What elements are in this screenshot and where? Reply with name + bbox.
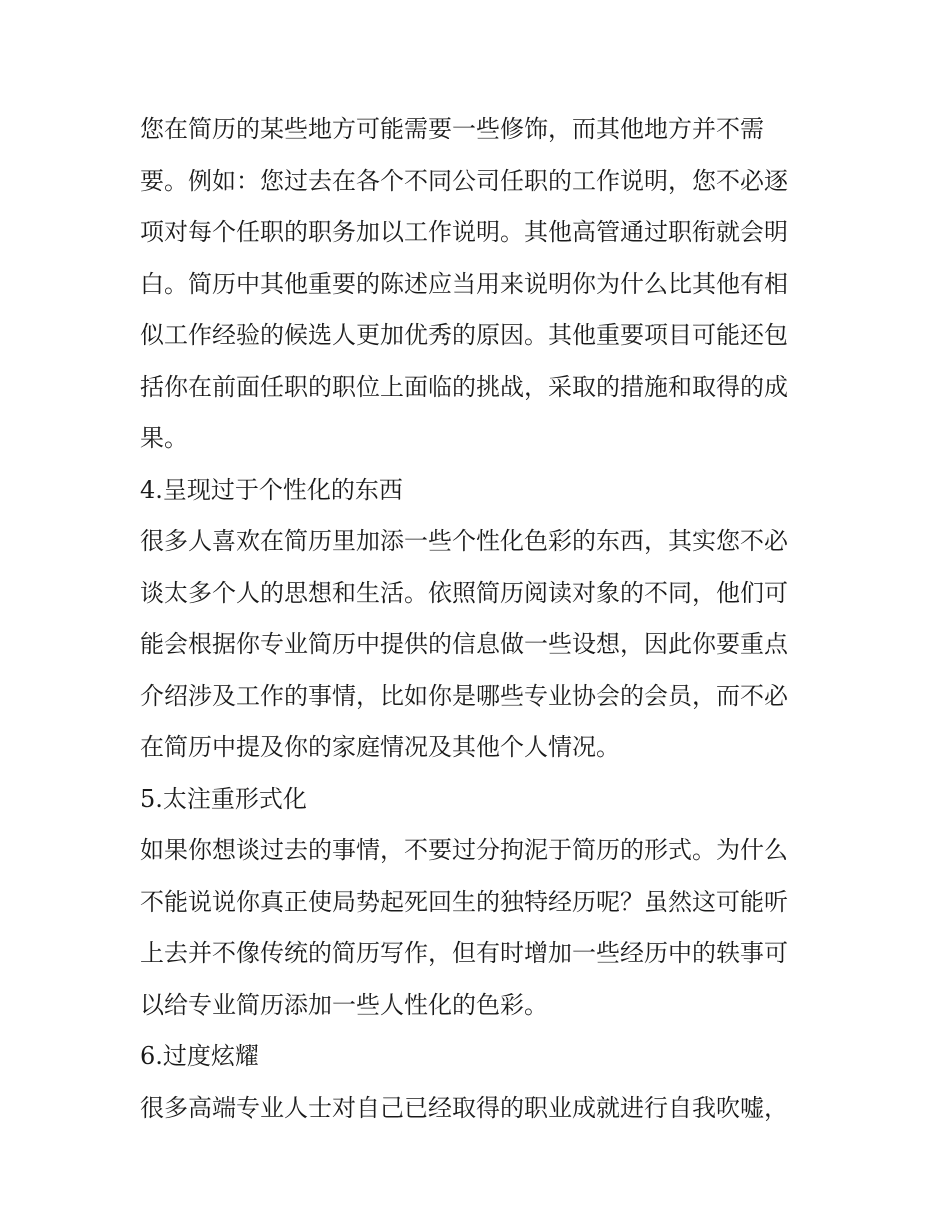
- text-line: 能会根据你专业简历中提供的信息做一些设想，因此你要重点: [140, 630, 788, 658]
- text-line: 白。简历中其他重要的陈述应当用来说明你为什么比其他有相: [140, 269, 788, 298]
- text-line: 谈太多个人的思想和生活。依照简历阅读对象的不同，他们可: [140, 578, 788, 607]
- text-line: 在简历中提及你的家庭情况及其他个人情况。: [140, 733, 620, 761]
- paragraph-intro: [140, 104, 812, 465]
- paragraph-personalization: [140, 516, 812, 774]
- text-line: 介绍涉及工作的事情，比如你是哪些专业协会的会员，而不必: [140, 681, 788, 710]
- text-line: 果。: [140, 424, 188, 452]
- text-line: 上去并不像传统的简历写作，但有时增加一些经历中的轶事可: [140, 939, 788, 967]
- text-line: 以给专业简历添加一些人性化的色彩。: [140, 990, 548, 1019]
- text-line: 不能说说你真正使局势起死回生的独特经历呢？虽然这可能听: [140, 887, 788, 916]
- section-heading-6: 6.过度炫耀: [140, 1042, 259, 1070]
- text-line: 您在简历的某些地方可能需要一些修饰，而其他地方并不需: [140, 115, 764, 143]
- text-line: 项对每个任职的职务加以工作说明。其他高管通过职衔就会明: [140, 218, 788, 246]
- text-line: 很多人喜欢在简历里加添一些个性化色彩的东西，其实您不必: [140, 527, 788, 555]
- text-line: 似工作经验的候选人更加优秀的原因。其他重要项目可能还包: [140, 321, 788, 349]
- paragraph-boasting: [140, 1083, 812, 1135]
- text-line: 要。例如：您过去在各个不同公司任职的工作说明，您不必逐: [140, 166, 788, 195]
- section-heading-4: 4.呈现过于个性化的东西: [140, 475, 403, 504]
- text-line: 如果你想谈过去的事情，不要过分拘泥于简历的形式。为什么: [140, 836, 788, 864]
- text-line: 很多高端专业人士对自己已经取得的职业成就进行自我吹嘘，: [140, 1093, 788, 1122]
- text-line: 括你在前面任职的职位上面临的挑战，采取的措施和取得的成: [140, 372, 788, 401]
- section-heading-5: 5.太注重形式化: [140, 784, 307, 813]
- paragraph-formality: [140, 825, 812, 1031]
- document-body: [140, 104, 812, 1134]
